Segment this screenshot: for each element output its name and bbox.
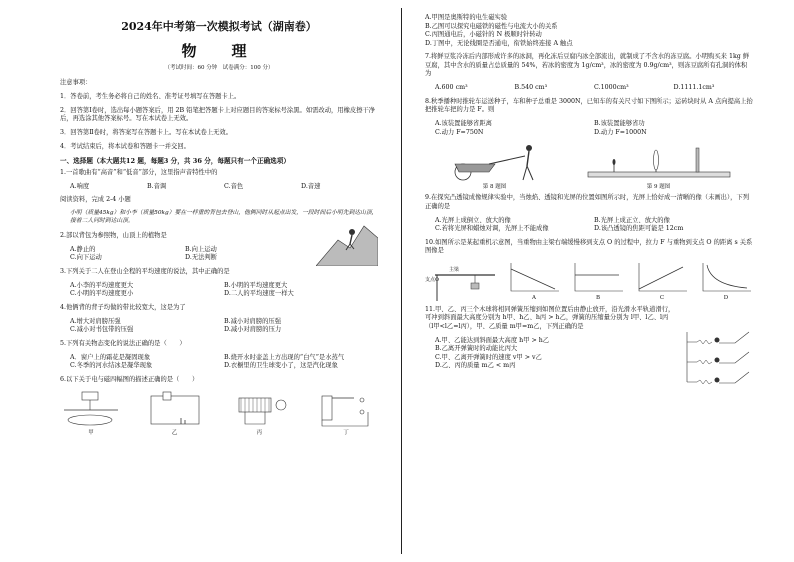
figure-bing (227, 390, 291, 437)
option: C.丙图通电后，小磁针的 N 极顺时针转动 (425, 31, 542, 38)
note-item: 2．回答第Ⅰ卷时，选出每小题答案后，用 2B 铅笔把答题卡上对应题目的答案标号涂黑。如需改动，用橡皮擦干净后，再选涂其他答案标号。写在本试卷上无效。 (60, 106, 376, 123)
question-9: 9.在探究凸透镜成像规律实验中，当烛焰、透镜和光屏的位置如图所示时，光屏上恰好成一清晰的像（未画出），下列正确的是 (425, 194, 749, 210)
option: A.响度 (70, 182, 90, 190)
q8-options (425, 120, 753, 137)
option: C.冬季的河水结冰是凝华现象 (70, 362, 153, 370)
option: A．窗户上的霜花是凝固现象 (70, 353, 151, 361)
option: A.甲、乙能达到斜面最大高度 h甲 > h乙 (435, 336, 550, 344)
question-5: 5.下列有关物态变化的说法正确的是（ ） (60, 339, 186, 347)
q8-q9-figures (425, 142, 753, 191)
option: A.该装置能够省距离 (435, 120, 492, 127)
option: B.乙图可以探究电磁铁的磁性与电流大小的关系 (425, 22, 558, 30)
mountain-climber-figure (316, 218, 378, 266)
option: C.音色 (224, 182, 244, 190)
option: A.光屏上成倒立、放大的像 (435, 216, 511, 224)
note-item: 3．回答第Ⅱ卷时，将答案写在答题卡上。写在本试卷上无效。 (60, 129, 233, 137)
relay-circuit-diagram (314, 390, 378, 430)
wheelbarrow-diagram (445, 142, 545, 184)
figure-caption: 丙 (256, 429, 263, 436)
option: D.衣橱里的卫生球变小了，这是汽化现象 (224, 362, 338, 370)
spring-ramp-diagram (683, 322, 753, 394)
q2-options (60, 246, 300, 263)
figure-caption: 乙 (171, 429, 178, 436)
option: B.该装置能够省功 (594, 120, 645, 127)
option: B.乙离开弹簧时的动能比丙大 (435, 345, 518, 353)
note-item: 4．考试结束后，将本试卷和答题卡一并交回。 (60, 143, 190, 151)
option: C.减小对书包带的压强 (70, 326, 134, 334)
question-4: 4.他俩背的背子均做的带比较宽大，这是为了 (60, 303, 186, 311)
graph-c (635, 261, 689, 302)
note-item: 1．答卷前，考生务必将自己的姓名、准考证号填写在答题卡上。 (60, 92, 241, 100)
oersted-experiment-diagram (60, 390, 122, 430)
option: A.甲图是奥斯特的电生磁实验 (425, 14, 508, 21)
figure-caption: 甲 (88, 429, 94, 436)
option: B.减小对肩膀的压强 (224, 317, 282, 325)
section-heading: 一、选择题（本大题共12 题，每题3 分，共 36 分，每题只有一个正确选项） (60, 157, 290, 166)
option: C.若将光屏和蜡烛对调，光屏上不能成像 (435, 225, 549, 233)
question-8: 8.秋季播种时推轮车运送种子，车和种子总重是 3000N，已知车的有关尺寸如下图所示；运砖块时从 A 点向提高上抬把推轮车把的力是 F。则 (425, 97, 753, 113)
figure-caption: 丁 (343, 429, 349, 436)
q6-options (425, 14, 753, 48)
column-divider (401, 8, 402, 554)
figure-ding (314, 390, 378, 437)
solenoid-compass-diagram (227, 390, 291, 430)
question-7: 7.将鲜豆浆冷冻后内部形成许多的冰洞，再化冻后豆腐内冰全部流出，就制成了不含水的冻豆腐。小明购买来 1kg 鲜豆腐，其中含水的质量占总质量的 54%，若冰的密度为 1g/cm³，冰的密度为 0.9g/cm³，则冻豆腐所有孔洞的体积为 (425, 53, 750, 77)
question-10: 10.如图所示是某起重机示意图，当重物由主梁右端缓慢移到支点 O 的过程中，拉力 F 与重物到支点 O 的距离 s 关系图像是 (425, 238, 753, 255)
option: A.600 cm³ (435, 84, 468, 91)
question-1: 1.一首歌曲有“高音”和“低音”部分，这里指声音特性中的 (60, 168, 218, 176)
option: D.丁图中，无论线圈是否通电，衔铁始终连接 A 触点 (425, 39, 573, 47)
right-column (425, 14, 753, 394)
q6-figures (60, 390, 378, 437)
option: C.1000cm³ (594, 84, 629, 91)
option: D.无法判断 (185, 254, 218, 262)
q10-figures (425, 261, 753, 302)
option: C.甲、乙离开弹簧时的速度 v甲 > v乙 (435, 353, 542, 361)
beam-label: 主梁 (449, 266, 460, 273)
left-column (60, 14, 378, 440)
option: C.向下运动 (70, 254, 102, 262)
question-3: 3.下列关于二人在登山全程的平均速度的说法，其中正确的是 (60, 267, 230, 275)
q5-options (60, 354, 378, 371)
exam-title: 2024年中考第一次模拟考试（湖南卷） (121, 20, 317, 33)
option: C.小明的平均速度更小 (70, 290, 134, 298)
question-6: 6.以下关于电与磁四幅图的描述正确的是（ ） (60, 375, 199, 383)
option: B.540 cm³ (514, 84, 548, 91)
notes-title: 注意事项： (60, 78, 92, 86)
option: B.音调 (147, 182, 167, 190)
figure-9 (584, 142, 734, 191)
optical-bench-diagram (584, 142, 734, 184)
q9-options (425, 217, 753, 234)
option: B.向上运动 (185, 245, 217, 253)
question-2: 2.部以背包为参照物，山顶上的植物是 (60, 231, 167, 239)
figure-8 (445, 142, 545, 191)
q4-options (60, 318, 378, 335)
option: D.音速 (301, 182, 321, 190)
figure-caption: 第 8 题图 (482, 184, 507, 190)
reading-intro: 阅读资料，完成 2-4 小题 (60, 196, 131, 204)
graph-a (507, 261, 561, 302)
crane-diagram (425, 267, 497, 303)
option: D.1111.1cm³ (673, 84, 715, 91)
graph-d (699, 261, 753, 302)
option: A.增大对肩膀压强 (70, 317, 121, 325)
option: D.该凸透镜的焦距可能是 12cm (594, 225, 684, 233)
q3-options (60, 282, 378, 299)
exam-info: （考试时间：60 分钟 试卷满分：100 分） (164, 65, 274, 72)
figure-yi (145, 390, 205, 437)
graph-label: B (595, 295, 601, 302)
graph-label: C (659, 295, 665, 302)
option: A.静止的 (70, 245, 96, 253)
pivot-label: 支点O (425, 276, 440, 283)
option: D.动力 F=1000N (594, 128, 647, 136)
graph-label: A (532, 295, 536, 302)
option: B.小明的平均速度更大 (224, 281, 288, 289)
option: D.乙、丙的质量 m乙 < m丙 (435, 362, 516, 370)
option: D.二人的平均速度一样大 (224, 290, 294, 298)
option: B.烧开水时壶盖上方出现的“白气”是水蒸气 (224, 353, 345, 361)
figure-jia (60, 390, 122, 437)
graph-label: D (723, 295, 729, 302)
q1-options (60, 183, 378, 192)
option: C.动力 F=750N (435, 128, 484, 136)
option: D.减小对肩膀的压力 (224, 326, 282, 334)
subject-title: 物 理 (181, 41, 257, 60)
question-11: 11.甲、乙、丙三个木球将相同弹簧压缩到如图位置后由静止放开，沿光滑水平轨道滑行，可冲到斜面最大高度分别为 h甲、h乙、h丙 > h乙，弹簧的压缩量分别为 l甲、l乙、l丙（l甲<l乙=l丙），甲、乙质量 m甲=m乙，下列正确的是 (425, 305, 675, 330)
reading-text: 小明（质量45kg）和小李（质量50kg）要在一样重的背包去登山，他俩同时从起点出发，一段时间后小明先到达山顶，接着二人同时到达山顶。 (70, 210, 378, 225)
option: A.小李的平均速度更大 (70, 281, 134, 289)
graph-b (571, 261, 625, 302)
figure-caption: 第 9 题图 (646, 184, 671, 190)
q7-options (425, 84, 753, 93)
option: B.光屏上成正立、放大的像 (594, 216, 670, 224)
electromagnet-circuit-diagram (145, 390, 205, 430)
q11-options (425, 337, 675, 371)
